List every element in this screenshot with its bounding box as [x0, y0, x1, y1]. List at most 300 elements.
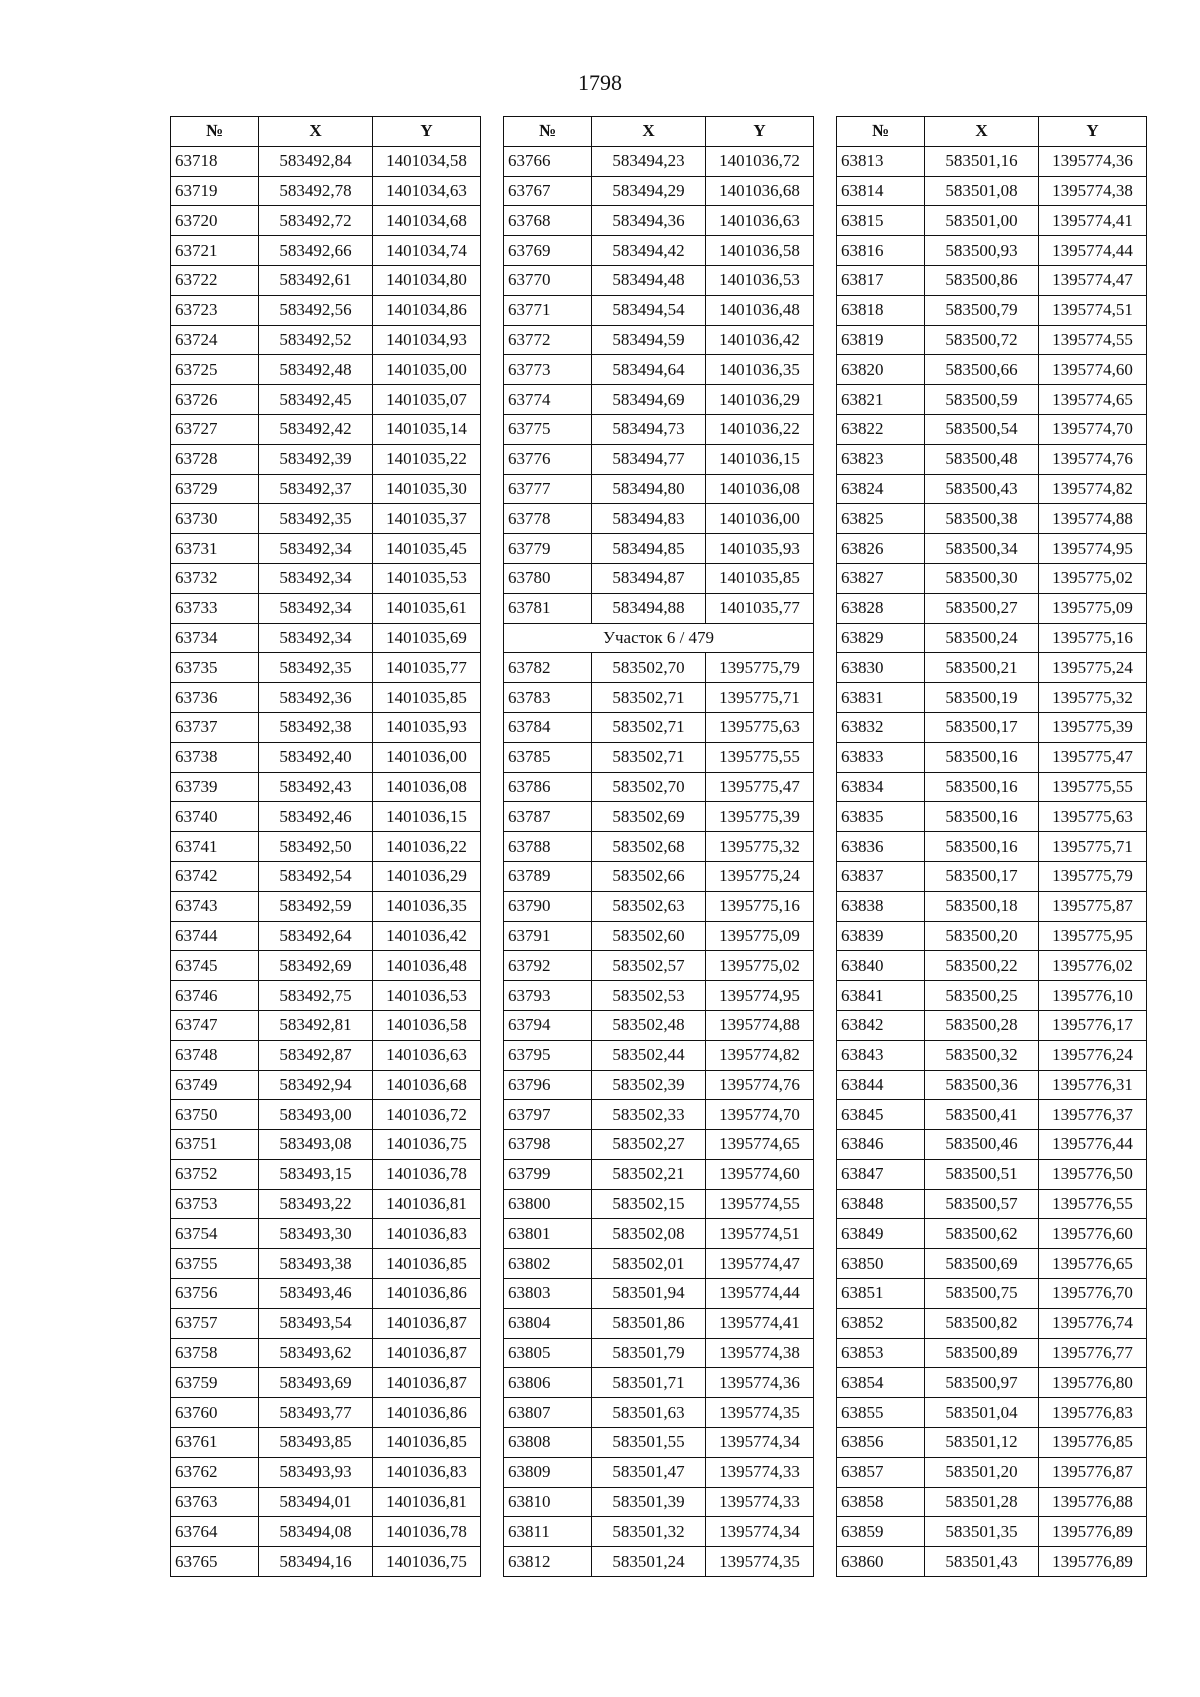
header-y: Y	[1039, 117, 1147, 147]
y-coordinate-cell: 1401034,58	[373, 146, 481, 176]
table-row	[837, 772, 1147, 802]
y-coordinate-cell: 1401036,85	[373, 1249, 481, 1279]
x-coordinate-cell: 583494,77	[592, 444, 706, 474]
y-coordinate-cell: 1395776,88	[1039, 1487, 1147, 1517]
x-coordinate-cell: 583493,30	[259, 1219, 373, 1249]
x-coordinate-cell: 583492,94	[259, 1070, 373, 1100]
y-coordinate-cell: 1395774,36	[1039, 146, 1147, 176]
x-coordinate-cell: 583492,34	[259, 534, 373, 564]
point-number-cell: 63757	[171, 1308, 259, 1338]
table-row	[504, 325, 814, 355]
table-row	[171, 1487, 481, 1517]
y-coordinate-cell: 1395774,55	[706, 1189, 814, 1219]
x-coordinate-cell: 583494,73	[592, 414, 706, 444]
y-coordinate-cell: 1395774,60	[706, 1159, 814, 1189]
point-number-cell: 63767	[504, 176, 592, 206]
x-coordinate-cell: 583492,50	[259, 832, 373, 862]
y-coordinate-cell: 1401034,68	[373, 206, 481, 236]
x-coordinate-cell: 583501,47	[592, 1457, 706, 1487]
point-number-cell: 63731	[171, 534, 259, 564]
x-coordinate-cell: 583493,15	[259, 1159, 373, 1189]
point-number-cell: 63851	[837, 1279, 925, 1309]
point-number-cell: 63770	[504, 265, 592, 295]
table-row	[837, 1338, 1147, 1368]
table-row	[837, 1547, 1147, 1577]
point-number-cell: 63720	[171, 206, 259, 236]
x-coordinate-cell: 583500,27	[925, 593, 1039, 623]
table-row	[837, 325, 1147, 355]
table-header-row	[837, 117, 1147, 147]
x-coordinate-cell: 583500,16	[925, 802, 1039, 832]
point-number-cell: 63724	[171, 325, 259, 355]
coordinates-table-2	[503, 116, 814, 1577]
table-row	[171, 1308, 481, 1338]
point-number-cell: 63840	[837, 951, 925, 981]
table-row	[504, 891, 814, 921]
y-coordinate-cell: 1401036,81	[373, 1487, 481, 1517]
header-number: №	[171, 117, 259, 147]
table-row	[504, 1428, 814, 1458]
x-coordinate-cell: 583502,66	[592, 861, 706, 891]
table-row	[171, 504, 481, 534]
x-coordinate-cell: 583502,69	[592, 802, 706, 832]
point-number-cell: 63742	[171, 861, 259, 891]
point-number-cell: 63795	[504, 1040, 592, 1070]
x-coordinate-cell: 583501,43	[925, 1547, 1039, 1577]
x-coordinate-cell: 583500,28	[925, 1010, 1039, 1040]
point-number-cell: 63822	[837, 414, 925, 444]
x-coordinate-cell: 583500,89	[925, 1338, 1039, 1368]
point-number-cell: 63727	[171, 414, 259, 444]
point-number-cell: 63784	[504, 712, 592, 742]
point-number-cell: 63771	[504, 295, 592, 325]
table-header-row	[504, 117, 814, 147]
point-number-cell: 63748	[171, 1040, 259, 1070]
point-number-cell: 63813	[837, 146, 925, 176]
y-coordinate-cell: 1395774,88	[1039, 504, 1147, 534]
y-coordinate-cell: 1395774,95	[706, 981, 814, 1011]
y-coordinate-cell: 1395775,87	[1039, 891, 1147, 921]
point-number-cell: 63762	[171, 1457, 259, 1487]
x-coordinate-cell: 583492,35	[259, 653, 373, 683]
y-coordinate-cell: 1395774,36	[706, 1368, 814, 1398]
point-number-cell: 63833	[837, 742, 925, 772]
table-row	[837, 981, 1147, 1011]
point-number-cell: 63753	[171, 1189, 259, 1219]
table-row	[171, 1159, 481, 1189]
x-coordinate-cell: 583494,69	[592, 385, 706, 415]
y-coordinate-cell: 1395774,35	[706, 1398, 814, 1428]
table-row	[504, 206, 814, 236]
y-coordinate-cell: 1395776,44	[1039, 1130, 1147, 1160]
y-coordinate-cell: 1395775,24	[706, 861, 814, 891]
y-coordinate-cell: 1395775,39	[1039, 712, 1147, 742]
x-coordinate-cell: 583500,16	[925, 772, 1039, 802]
y-coordinate-cell: 1401036,81	[373, 1189, 481, 1219]
x-coordinate-cell: 583492,64	[259, 921, 373, 951]
table-row	[171, 623, 481, 653]
point-number-cell: 63821	[837, 385, 925, 415]
y-coordinate-cell: 1401036,29	[706, 385, 814, 415]
point-number-cell: 63805	[504, 1338, 592, 1368]
point-number-cell: 63788	[504, 832, 592, 862]
x-coordinate-cell: 583500,62	[925, 1219, 1039, 1249]
x-coordinate-cell: 583500,41	[925, 1100, 1039, 1130]
y-coordinate-cell: 1401034,86	[373, 295, 481, 325]
point-number-cell: 63815	[837, 206, 925, 236]
y-coordinate-cell: 1401036,58	[373, 1010, 481, 1040]
point-number-cell: 63739	[171, 772, 259, 802]
point-number-cell: 63855	[837, 1398, 925, 1428]
table-row	[504, 1279, 814, 1309]
table-row	[504, 1219, 814, 1249]
table-row	[171, 146, 481, 176]
table-row	[504, 1338, 814, 1368]
point-number-cell: 63747	[171, 1010, 259, 1040]
table-row	[504, 981, 814, 1011]
point-number-cell: 63780	[504, 563, 592, 593]
table-row	[504, 385, 814, 415]
point-number-cell: 63810	[504, 1487, 592, 1517]
header-x: X	[925, 117, 1039, 147]
x-coordinate-cell: 583493,00	[259, 1100, 373, 1130]
y-coordinate-cell: 1395774,95	[1039, 534, 1147, 564]
y-coordinate-cell: 1401036,68	[373, 1070, 481, 1100]
point-number-cell: 63719	[171, 176, 259, 206]
point-number-cell: 63756	[171, 1279, 259, 1309]
y-coordinate-cell: 1395775,24	[1039, 653, 1147, 683]
x-coordinate-cell: 583492,42	[259, 414, 373, 444]
point-number-cell: 63737	[171, 712, 259, 742]
point-number-cell: 63723	[171, 295, 259, 325]
y-coordinate-cell: 1395774,41	[706, 1308, 814, 1338]
table-row	[171, 1219, 481, 1249]
y-coordinate-cell: 1401036,42	[706, 325, 814, 355]
point-number-cell: 63807	[504, 1398, 592, 1428]
point-number-cell: 63785	[504, 742, 592, 772]
table-row	[837, 593, 1147, 623]
y-coordinate-cell: 1395774,82	[706, 1040, 814, 1070]
x-coordinate-cell: 583501,20	[925, 1457, 1039, 1487]
table-row	[171, 802, 481, 832]
table-row	[171, 385, 481, 415]
header-y: Y	[706, 117, 814, 147]
y-coordinate-cell: 1395775,09	[706, 921, 814, 951]
point-number-cell: 63744	[171, 921, 259, 951]
table-row	[171, 832, 481, 862]
table-row	[171, 534, 481, 564]
point-number-cell: 63818	[837, 295, 925, 325]
point-number-cell: 63786	[504, 772, 592, 802]
table-row	[504, 861, 814, 891]
point-number-cell: 63722	[171, 265, 259, 295]
point-number-cell: 63846	[837, 1130, 925, 1160]
x-coordinate-cell: 583500,30	[925, 563, 1039, 593]
x-coordinate-cell: 583492,40	[259, 742, 373, 772]
point-number-cell: 63790	[504, 891, 592, 921]
y-coordinate-cell: 1395776,85	[1039, 1428, 1147, 1458]
point-number-cell: 63735	[171, 653, 259, 683]
x-coordinate-cell: 583492,78	[259, 176, 373, 206]
point-number-cell: 63792	[504, 951, 592, 981]
x-coordinate-cell: 583494,80	[592, 474, 706, 504]
table-row	[504, 1189, 814, 1219]
y-coordinate-cell: 1395775,55	[1039, 772, 1147, 802]
y-coordinate-cell: 1401036,68	[706, 176, 814, 206]
table-row	[837, 474, 1147, 504]
point-number-cell: 63778	[504, 504, 592, 534]
x-coordinate-cell: 583500,18	[925, 891, 1039, 921]
x-coordinate-cell: 583501,04	[925, 1398, 1039, 1428]
point-number-cell: 63725	[171, 355, 259, 385]
y-coordinate-cell: 1395775,47	[706, 772, 814, 802]
table-row	[504, 236, 814, 266]
table-row	[171, 325, 481, 355]
point-number-cell: 63819	[837, 325, 925, 355]
table-row	[171, 593, 481, 623]
point-number-cell: 63848	[837, 1189, 925, 1219]
point-number-cell: 63759	[171, 1368, 259, 1398]
y-coordinate-cell: 1395774,60	[1039, 355, 1147, 385]
table-row	[171, 1189, 481, 1219]
y-coordinate-cell: 1401035,93	[373, 712, 481, 742]
point-number-cell: 63769	[504, 236, 592, 266]
x-coordinate-cell: 583500,38	[925, 504, 1039, 534]
y-coordinate-cell: 1401036,53	[706, 265, 814, 295]
table-row	[171, 414, 481, 444]
x-coordinate-cell: 583500,97	[925, 1368, 1039, 1398]
y-coordinate-cell: 1395775,32	[1039, 683, 1147, 713]
table-row	[504, 1368, 814, 1398]
point-number-cell: 63859	[837, 1517, 925, 1547]
y-coordinate-cell: 1401035,37	[373, 504, 481, 534]
point-number-cell: 63837	[837, 861, 925, 891]
point-number-cell: 63838	[837, 891, 925, 921]
point-number-cell: 63738	[171, 742, 259, 772]
y-coordinate-cell: 1401036,63	[706, 206, 814, 236]
point-number-cell: 63726	[171, 385, 259, 415]
x-coordinate-cell: 583500,66	[925, 355, 1039, 385]
x-coordinate-cell: 583502,60	[592, 921, 706, 951]
x-coordinate-cell: 583494,01	[259, 1487, 373, 1517]
x-coordinate-cell: 583493,38	[259, 1249, 373, 1279]
table-row	[837, 921, 1147, 951]
y-coordinate-cell: 1401034,74	[373, 236, 481, 266]
point-number-cell: 63779	[504, 534, 592, 564]
table-row	[504, 1040, 814, 1070]
table-row	[837, 712, 1147, 742]
y-coordinate-cell: 1401036,35	[373, 891, 481, 921]
point-number-cell: 63751	[171, 1130, 259, 1160]
y-coordinate-cell: 1395776,02	[1039, 951, 1147, 981]
x-coordinate-cell: 583500,17	[925, 861, 1039, 891]
x-coordinate-cell: 583502,33	[592, 1100, 706, 1130]
table-row	[171, 653, 481, 683]
point-number-cell: 63828	[837, 593, 925, 623]
x-coordinate-cell: 583493,54	[259, 1308, 373, 1338]
x-coordinate-cell: 583500,32	[925, 1040, 1039, 1070]
x-coordinate-cell: 583500,16	[925, 742, 1039, 772]
point-number-cell: 63772	[504, 325, 592, 355]
table-row	[504, 504, 814, 534]
x-coordinate-cell: 583501,55	[592, 1428, 706, 1458]
y-coordinate-cell: 1395775,95	[1039, 921, 1147, 951]
table-row	[504, 414, 814, 444]
y-coordinate-cell: 1395775,71	[1039, 832, 1147, 862]
x-coordinate-cell: 583492,54	[259, 861, 373, 891]
x-coordinate-cell: 583500,46	[925, 1130, 1039, 1160]
x-coordinate-cell: 583501,63	[592, 1398, 706, 1428]
y-coordinate-cell: 1401034,80	[373, 265, 481, 295]
x-coordinate-cell: 583494,23	[592, 146, 706, 176]
point-number-cell: 63853	[837, 1338, 925, 1368]
point-number-cell: 63824	[837, 474, 925, 504]
section-row	[504, 623, 814, 653]
x-coordinate-cell: 583494,88	[592, 593, 706, 623]
point-number-cell: 63832	[837, 712, 925, 742]
table-row	[837, 1040, 1147, 1070]
y-coordinate-cell: 1401036,35	[706, 355, 814, 385]
x-coordinate-cell: 583492,36	[259, 683, 373, 713]
y-coordinate-cell: 1395774,82	[1039, 474, 1147, 504]
x-coordinate-cell: 583493,93	[259, 1457, 373, 1487]
point-number-cell: 63839	[837, 921, 925, 951]
y-coordinate-cell: 1401036,75	[373, 1547, 481, 1577]
point-number-cell: 63827	[837, 563, 925, 593]
table-row	[837, 1368, 1147, 1398]
point-number-cell: 63777	[504, 474, 592, 504]
y-coordinate-cell: 1401036,48	[706, 295, 814, 325]
y-coordinate-cell: 1395776,60	[1039, 1219, 1147, 1249]
table-row	[837, 1219, 1147, 1249]
y-coordinate-cell: 1395774,44	[1039, 236, 1147, 266]
y-coordinate-cell: 1395774,41	[1039, 206, 1147, 236]
y-coordinate-cell: 1395776,10	[1039, 981, 1147, 1011]
y-coordinate-cell: 1401035,77	[373, 653, 481, 683]
table-row	[504, 802, 814, 832]
header-y: Y	[373, 117, 481, 147]
point-number-cell: 63850	[837, 1249, 925, 1279]
x-coordinate-cell: 583492,34	[259, 593, 373, 623]
y-coordinate-cell: 1401035,53	[373, 563, 481, 593]
y-coordinate-cell: 1401036,00	[373, 742, 481, 772]
y-coordinate-cell: 1395774,55	[1039, 325, 1147, 355]
table-row	[171, 772, 481, 802]
y-coordinate-cell: 1401036,87	[373, 1368, 481, 1398]
x-coordinate-cell: 583502,15	[592, 1189, 706, 1219]
table-row	[504, 1130, 814, 1160]
y-coordinate-cell: 1401035,00	[373, 355, 481, 385]
point-number-cell: 63782	[504, 653, 592, 683]
x-coordinate-cell: 583493,62	[259, 1338, 373, 1368]
point-number-cell: 63763	[171, 1487, 259, 1517]
x-coordinate-cell: 583492,69	[259, 951, 373, 981]
x-coordinate-cell: 583492,52	[259, 325, 373, 355]
x-coordinate-cell: 583501,35	[925, 1517, 1039, 1547]
table-row	[837, 236, 1147, 266]
x-coordinate-cell: 583501,00	[925, 206, 1039, 236]
point-number-cell: 63814	[837, 176, 925, 206]
table-row	[171, 1279, 481, 1309]
x-coordinate-cell: 583492,72	[259, 206, 373, 236]
y-coordinate-cell: 1395774,33	[706, 1487, 814, 1517]
y-coordinate-cell: 1395775,16	[1039, 623, 1147, 653]
table-row	[504, 563, 814, 593]
table-row	[171, 563, 481, 593]
table-row	[837, 1100, 1147, 1130]
x-coordinate-cell: 583494,54	[592, 295, 706, 325]
y-coordinate-cell: 1401036,08	[373, 772, 481, 802]
table-row	[837, 1308, 1147, 1338]
y-coordinate-cell: 1395774,70	[1039, 414, 1147, 444]
y-coordinate-cell: 1395774,76	[1039, 444, 1147, 474]
point-number-cell: 63773	[504, 355, 592, 385]
y-coordinate-cell: 1395774,51	[1039, 295, 1147, 325]
table-row	[171, 921, 481, 951]
y-coordinate-cell: 1395774,33	[706, 1457, 814, 1487]
x-coordinate-cell: 583500,21	[925, 653, 1039, 683]
table-row	[171, 1010, 481, 1040]
y-coordinate-cell: 1401036,29	[373, 861, 481, 891]
point-number-cell: 63829	[837, 623, 925, 653]
y-coordinate-cell: 1401036,15	[706, 444, 814, 474]
y-coordinate-cell: 1395775,79	[706, 653, 814, 683]
point-number-cell: 63791	[504, 921, 592, 951]
point-number-cell: 63812	[504, 1547, 592, 1577]
table-row	[504, 832, 814, 862]
table-row	[504, 1070, 814, 1100]
y-coordinate-cell: 1395775,02	[706, 951, 814, 981]
y-coordinate-cell: 1401034,63	[373, 176, 481, 206]
y-coordinate-cell: 1395774,38	[706, 1338, 814, 1368]
point-number-cell: 63761	[171, 1428, 259, 1458]
table-row	[504, 742, 814, 772]
table-row	[504, 1159, 814, 1189]
y-coordinate-cell: 1395774,34	[706, 1428, 814, 1458]
x-coordinate-cell: 583501,12	[925, 1428, 1039, 1458]
y-coordinate-cell: 1395776,89	[1039, 1547, 1147, 1577]
point-number-cell: 63816	[837, 236, 925, 266]
point-number-cell: 63740	[171, 802, 259, 832]
x-coordinate-cell: 583502,53	[592, 981, 706, 1011]
x-coordinate-cell: 583502,68	[592, 832, 706, 862]
table-row	[837, 355, 1147, 385]
point-number-cell: 63730	[171, 504, 259, 534]
point-number-cell: 63793	[504, 981, 592, 1011]
y-coordinate-cell: 1401036,86	[373, 1279, 481, 1309]
y-coordinate-cell: 1401036,75	[373, 1130, 481, 1160]
table-row	[837, 385, 1147, 415]
point-number-cell: 63776	[504, 444, 592, 474]
y-coordinate-cell: 1401036,58	[706, 236, 814, 266]
table-row	[171, 236, 481, 266]
table-row	[504, 444, 814, 474]
y-coordinate-cell: 1401035,85	[373, 683, 481, 713]
x-coordinate-cell: 583493,22	[259, 1189, 373, 1219]
x-coordinate-cell: 583492,35	[259, 504, 373, 534]
y-coordinate-cell: 1401036,78	[373, 1517, 481, 1547]
table-row	[837, 1398, 1147, 1428]
table-row	[171, 1040, 481, 1070]
x-coordinate-cell: 583502,21	[592, 1159, 706, 1189]
x-coordinate-cell: 583493,08	[259, 1130, 373, 1160]
table-row	[171, 1130, 481, 1160]
point-number-cell: 63733	[171, 593, 259, 623]
point-number-cell: 63842	[837, 1010, 925, 1040]
table-row	[504, 653, 814, 683]
table-row	[837, 653, 1147, 683]
point-number-cell: 63755	[171, 1249, 259, 1279]
